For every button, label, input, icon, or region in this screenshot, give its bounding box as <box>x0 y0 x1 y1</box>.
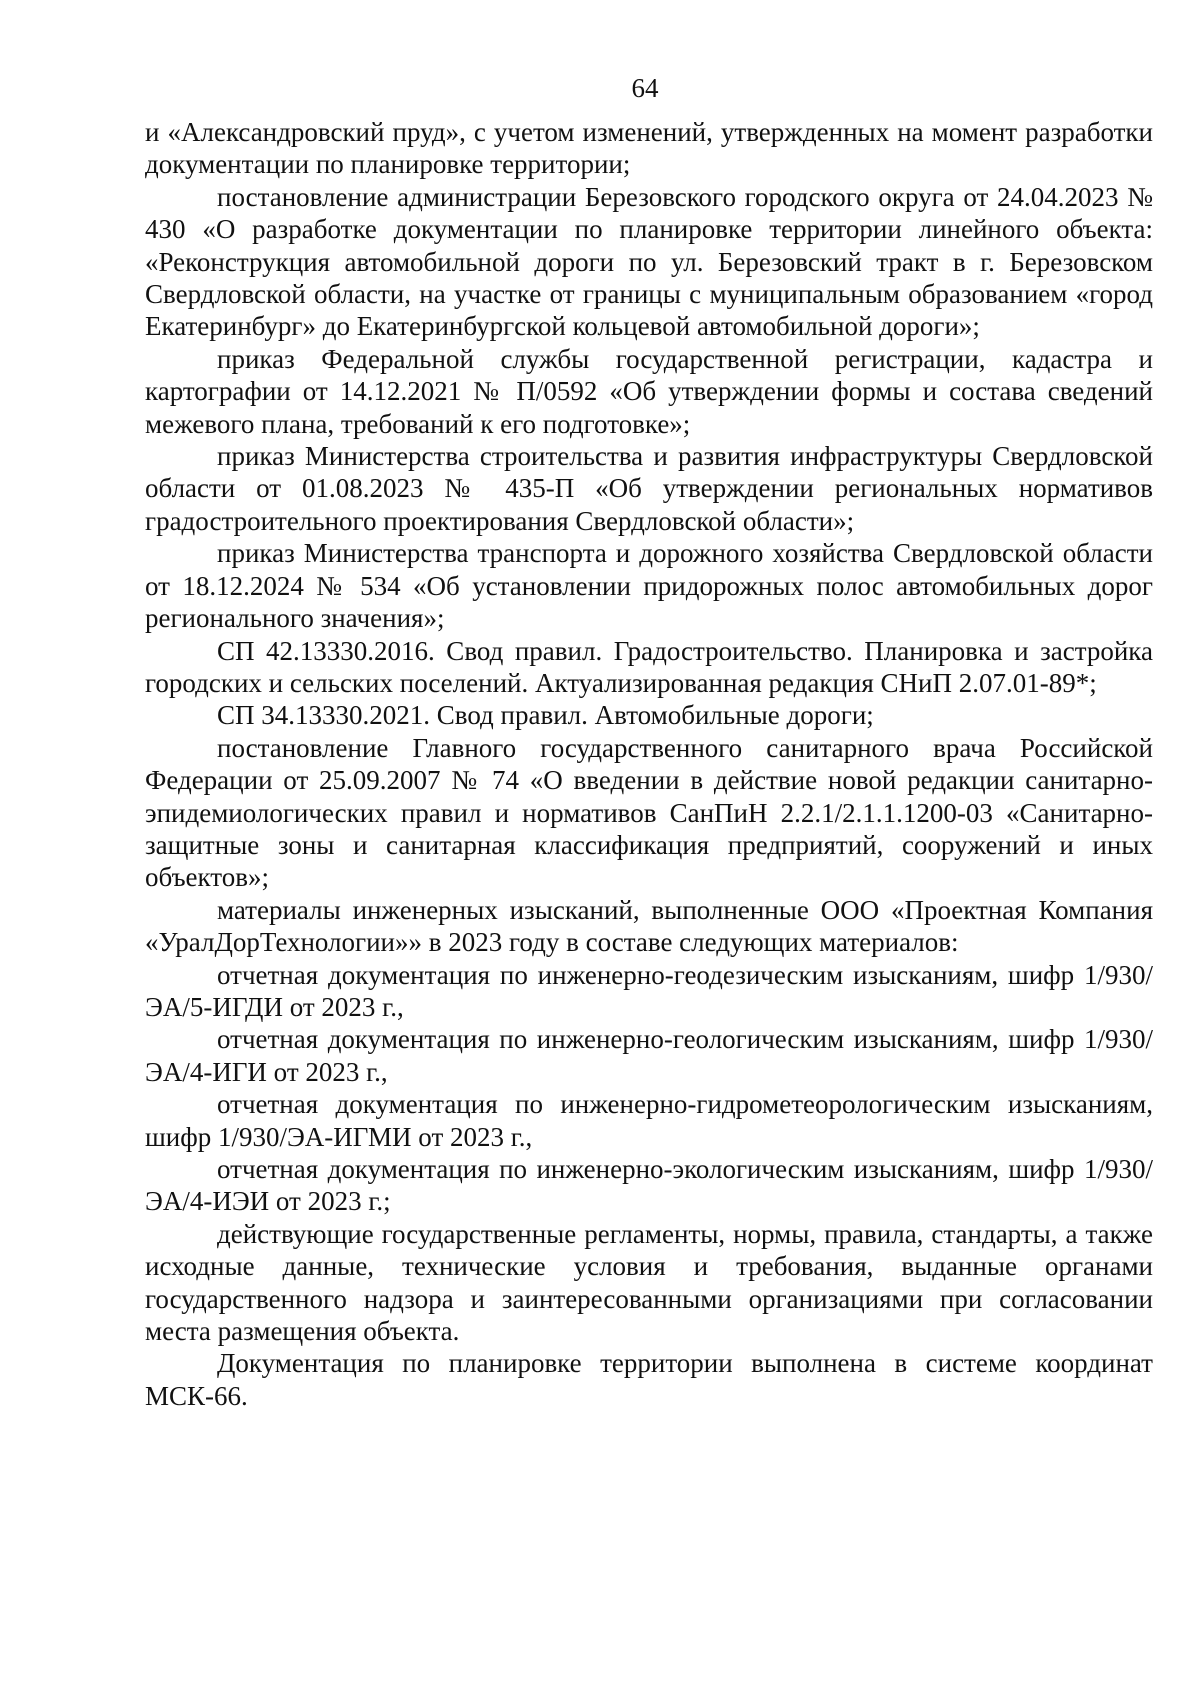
paragraph: приказ Министерства строительства и развития инфраструктуры Свердловской области от 01.08.2023 № 435-П «Об утверждении региональных нормативов градостроительного проектирования Свердловской области»; <box>145 441 1153 536</box>
paragraph: приказ Федеральной службы государственной регистрации, кадастра и картографии от 14.12.2021 № П/0592 «Об утверждении формы и состава сведений межевого плана, требований к его подготовке»; <box>145 343 1153 439</box>
document-body <box>145 116 1153 1412</box>
paragraph: СП 42.13330.2016. Свод правил. Градостроительство. Планировка и застройка городских и сельских поселений. Актуализированная редакция СНиП 2.07.01-89*; <box>145 635 1153 698</box>
paragraph: постановление Главного государственного санитарного врача Российской Федерации от 25.09.2007 № 74 «О введении в действие новой редакции санитарно-эпидемиологических правил и нормативов СанПиН 2.2.1/2.1.1.1200-03 «Санитарно-защитные зоны и санитарная классификация предприятий, сооружений и иных объектов»; <box>145 732 1153 893</box>
paragraph: отчетная документация по инженерно-геодезическим изысканиям, шифр 1/930/ЭА/5-ИГДИ от 2023 г., <box>145 959 1153 1022</box>
page-number: 64 <box>631 73 659 103</box>
paragraph: Документация по планировке территории выполнена в системе координат МСК-66. <box>145 1348 1153 1411</box>
paragraph: СП 34.13330.2021. Свод правил. Автомобильные дороги; <box>217 700 874 731</box>
paragraph: действующие государственные регламенты, нормы, правила, стандарты, а также исходные данные, технические условия и требования, выданные органами государственного надзора и заинтересованными организациями при согласовании места размещения объекта. <box>145 1218 1153 1347</box>
paragraph: отчетная документация по инженерно-гидрометеорологическим изысканиям, шифр 1/930/ЭА-ИГМИ от 2023 г., <box>145 1089 1153 1152</box>
paragraph: и «Александровский пруд», с учетом изменений, утвержденных на момент разработки документации по планировке территории; <box>145 117 1153 180</box>
paragraph: отчетная документация по инженерно-экологическим изысканиям, шифр 1/930/ЭА/4-ИЭИ от 2023 г.; <box>145 1154 1153 1217</box>
paragraph: отчетная документация по инженерно-геологическим изысканиям, шифр 1/930/ЭА/4-ИГИ от 2023 г., <box>145 1024 1153 1087</box>
paragraph: приказ Министерства транспорта и дорожного хозяйства Свердловской области от 18.12.2024 № 534 «Об установлении придорожных полос автомобильных дорог регионального значения»; <box>145 538 1153 634</box>
paragraph: постановление администрации Березовского городского округа от 24.04.2023 № 430 «О разработке документации по планировке территории линейного объекта: «Реконструкция автомобильной дороги по ул. Березовский тракт в г. Березовском Свердловской области, на участке от границы с муниципальным образованием «город Екатеринбург» до Екатеринбургской кольцевой автомобильной дороги»; <box>145 181 1153 342</box>
paragraph: материалы инженерных изысканий, выполненные ООО «Проектная Компания «УралДорТехнологии»» в 2023 году в составе следующих материалов: <box>145 894 1153 958</box>
